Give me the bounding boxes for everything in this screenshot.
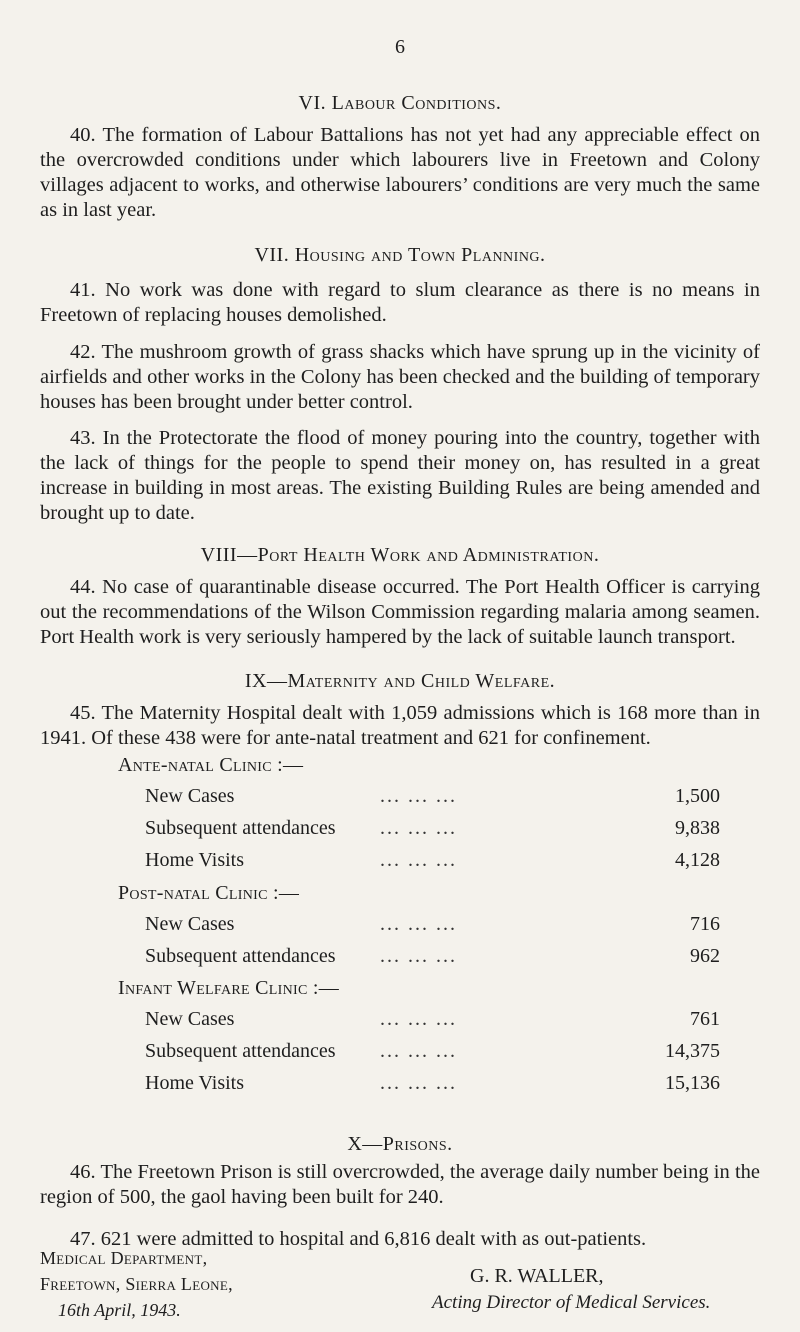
paragraph-40: 40. The formation of Labour Battalions has not yet had any appreciable effect on the overcrowded conditions under which labourers live in Freetown and Colony villages adjacent to works, and otherwise labourers’ conditions are very much the same as in last year. [40,124,760,221]
paragraph-41: 41. No work was done with regard to slum clearance as there is no means in Freetown of replacing houses demolished. [40,279,760,326]
date-line [58,1300,181,1321]
row-label: Home Visits [145,1072,244,1094]
leader-dots: ... ... ... [380,785,457,807]
place-line: Freetown, Sierra Leone, [40,1274,233,1294]
ante-natal-clinic-heading: Ante-natal Clinic :— [118,754,304,776]
table-row [145,817,720,843]
row-value: 15,136 [665,1072,720,1094]
table-row [145,1040,720,1066]
row-value: 14,375 [665,1040,720,1062]
post-natal-clinic-heading: Post-natal Clinic :— [118,882,300,904]
row-label: New Cases [145,785,235,807]
signatory-name: G. R. WALLER, [470,1265,604,1287]
row-value: 4,128 [675,849,720,871]
table-row [145,913,720,939]
row-value: 962 [690,945,720,967]
section-heading-port-health: VIII—Port Health Work and Administration. [200,544,600,566]
leader-dots: ... ... ... [380,1040,457,1062]
table-row [145,945,720,971]
date-day: 16th [58,1300,91,1320]
table-row [145,1008,720,1034]
date-rest: April, 1943. [94,1300,181,1320]
table-row [145,1072,720,1098]
leader-dots: ... ... ... [380,945,457,967]
row-value: 1,500 [675,785,720,807]
row-label: Subsequent attendances [145,1040,336,1062]
section-heading-housing: VII. Housing and Town Planning. [254,244,546,266]
paragraph-43: 43. In the Protectorate the flood of money pouring into the country, together with the lack of things for the people to spend their money on, has resulted in a great increase in building in most areas. The existing Building Rules are being amended and brought up to date. [40,427,760,524]
section-heading-labour: VI. Labour Conditions. [298,92,502,114]
row-label: New Cases [145,1008,235,1030]
paragraph-46: 46. The Freetown Prison is still overcrowded, the average daily number being in the region of 500, the gaol having been built for 240. [40,1161,760,1208]
paragraph-44: 44. No case of quarantinable disease occurred. The Port Health Officer is carrying out the recommendations of the Wilson Commission regarding malaria among seamen. Port Health work is very seriously hampered by the lack of suitable launch transport. [40,576,760,648]
infant-welfare-clinic-heading: Infant Welfare Clinic :— [118,977,340,999]
paragraph-42: 42. The mushroom growth of grass shacks which have sprung up in the vicinity of airfields and other works in the Colony has been checked and the building of temporary houses has been brought under better control. [40,341,760,413]
page-number: 6 [395,36,405,58]
paragraph-45: 45. The Maternity Hospital dealt with 1,059 admissions which is 168 more than in 1941. Of these 438 were for ante-natal treatment and 621 for confinement. [40,702,760,749]
table-row [145,785,720,811]
leader-dots: ... ... ... [380,913,457,935]
row-label: Subsequent attendances [145,817,336,839]
row-label: New Cases [145,913,235,935]
row-value: 9,838 [675,817,720,839]
row-value: 761 [690,1008,720,1030]
signatory-title: Acting Director of Medical Services. [432,1292,711,1313]
table-row [145,849,720,875]
section-heading-prisons: X—Prisons. [347,1133,453,1155]
section-heading-maternity: IX—Maternity and Child Welfare. [244,670,556,692]
leader-dots: ... ... ... [380,1072,457,1094]
leader-dots: ... ... ... [380,849,457,871]
leader-dots: ... ... ... [380,1008,457,1030]
row-value: 716 [690,913,720,935]
paragraph-47: 47. 621 were admitted to hospital and 6,816 dealt with as out-patients. [70,1228,647,1250]
department-line: Medical Department, [40,1248,208,1268]
row-label: Home Visits [145,849,244,871]
leader-dots: ... ... ... [380,817,457,839]
row-label: Subsequent attendances [145,945,336,967]
